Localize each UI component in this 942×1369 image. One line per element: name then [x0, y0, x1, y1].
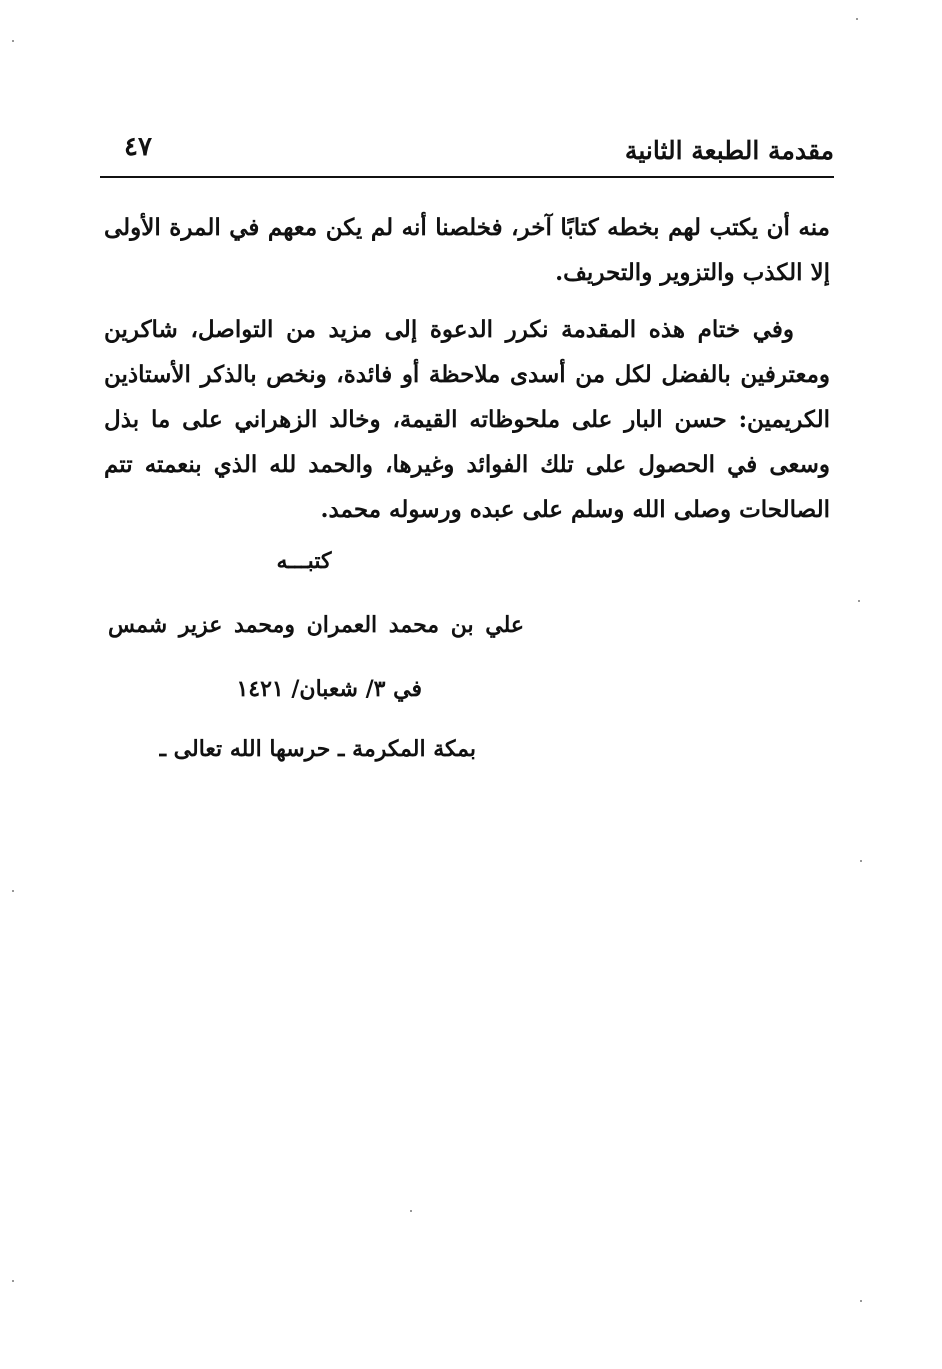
scan-speck [12, 40, 14, 42]
header-rule [100, 176, 834, 178]
running-title: مقدمة الطبعة الثانية [624, 136, 834, 165]
signoff-date: في ٣/ شعبان/ ١٤٢١ [236, 676, 422, 702]
scan-speck [12, 1280, 14, 1282]
paragraph-closing: وفي ختام هذه المقدمة نكرر الدعوة إلى مزيد من التواصل، شاكرين ومعترفين بالفضل لكل من أسدى ملاحظة أو فائدة، ونخص بالذكر الأستاذين الكريمين: حسن البار على ملحوظاته القيمة، وخالد الزهراني على ما بذل وسعى في الحصول على تلك الفوائد وغيرها، والحمد لله الذي بنعمته تتم الصالحات وصلى الله وسلم على عبده ورسوله محمد. [104, 316, 830, 523]
scan-speck [856, 18, 858, 20]
scan-speck [12, 890, 14, 892]
signoff-kataba: كتبـــه [276, 548, 332, 574]
scan-speck [860, 860, 862, 862]
paragraph-continuation: منه أن يكتب لهم بخطه كتابًا آخر، فخلصنا أنه لم يكن معهم في المرة الأولى إلا الكذب والتزوير والتحريف. [104, 214, 830, 286]
signoff-place: بمكة المكرمة ـ حرسها الله تعالى ـ [159, 736, 476, 762]
page-header [100, 128, 834, 176]
scan-speck [858, 600, 860, 602]
scan-speck [410, 1210, 412, 1212]
signoff-authors: علي بن محمد العمران ومحمد عزير شمس [108, 612, 524, 638]
scan-speck [860, 1300, 862, 1302]
page-number: ٤٧ [124, 132, 152, 162]
